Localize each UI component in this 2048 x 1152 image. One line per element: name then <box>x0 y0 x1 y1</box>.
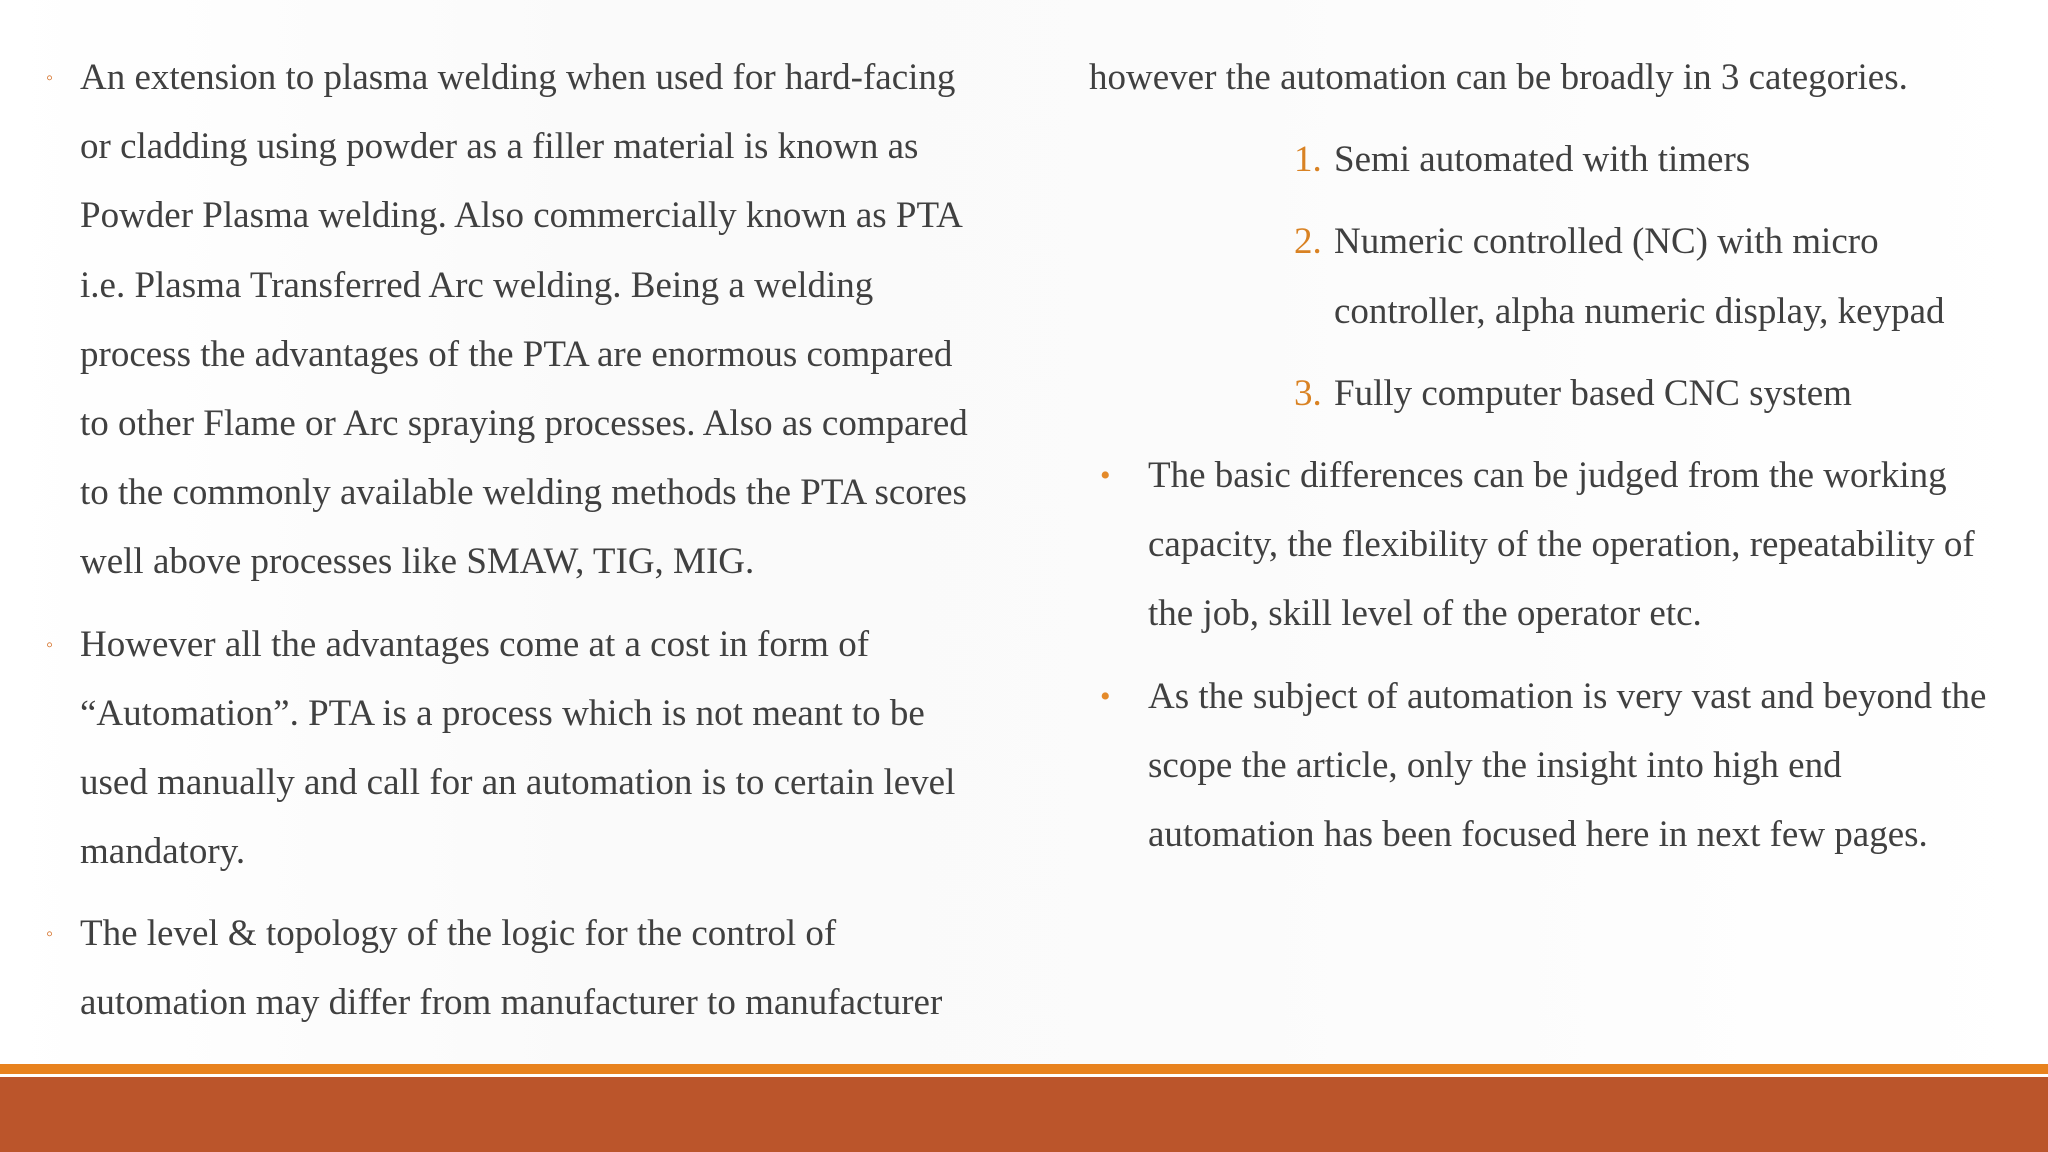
paragraph-line <box>46 119 1026 188</box>
paragraph-line <box>46 534 1026 603</box>
right-column <box>1086 50 2046 889</box>
line-text: controller, alpha numeric display, keypad <box>1334 290 1945 332</box>
line-text: process the advantages of the PTA are enormous compared <box>80 333 953 375</box>
paragraph-line <box>46 617 1026 686</box>
numbered-item-1 <box>1086 132 2046 201</box>
line-text: to other Flame or Arc spraying processes. Also as compared <box>80 402 968 444</box>
line-text: The basic differences can be judged from the working <box>1148 454 1947 496</box>
line-text: to the commonly available welding methods the PTA scores <box>80 472 967 514</box>
line-text: however the automation can be broadly in 3 categories. <box>1089 57 1908 98</box>
right-paragraph-1 <box>1086 448 2046 656</box>
paragraph-line <box>1086 669 2046 738</box>
line-text: The level & topology of the logic for the control of <box>80 913 837 955</box>
footer-bar <box>0 1077 2048 1152</box>
line-text: “Automation”. PTA is a process which is not meant to be <box>80 692 925 734</box>
hollow-bullet-icon: ◦ <box>46 923 54 946</box>
left-paragraph-2 <box>46 617 1026 894</box>
paragraph-line <box>1086 50 2046 119</box>
line-text: An extension to plasma welding when used for hard-facing <box>80 57 956 98</box>
item-number: 1. <box>1294 139 1322 181</box>
paragraph-line <box>46 188 1026 257</box>
line-text: Fully computer based CNC system <box>1334 372 1852 414</box>
left-column <box>46 50 1026 1058</box>
left-paragraph-3 <box>46 906 1026 1044</box>
paragraph-line <box>1086 448 2046 517</box>
line-text: i.e. Plasma Transferred Arc welding. Being a welding <box>80 264 874 306</box>
paragraph-line <box>1086 807 2046 876</box>
bullet-icon: • <box>1100 458 1111 492</box>
paragraph-line <box>46 906 1026 975</box>
paragraph-line <box>46 50 1026 119</box>
paragraph-line <box>1086 586 2046 655</box>
line-text: Semi automated with timers <box>1334 139 1751 181</box>
line-text: mandatory. <box>80 831 246 873</box>
item-number: 2. <box>1294 221 1322 263</box>
line-text: As the subject of automation is very vast and beyond the <box>1148 675 1987 717</box>
line-text: automation may differ from manufacturer to manufacturer <box>80 982 943 1024</box>
paragraph-line <box>46 258 1026 327</box>
paragraph-line <box>1086 517 2046 586</box>
line-text: automation has been focused here in next few pages. <box>1148 813 1928 855</box>
line-text: used manually and call for an automation is to certain level <box>80 761 956 803</box>
hollow-bullet-icon: ◦ <box>46 633 54 656</box>
numbered-line <box>1086 214 2046 283</box>
paragraph-line <box>46 975 1026 1044</box>
paragraph-line <box>46 465 1026 534</box>
numbered-line <box>1086 366 2046 435</box>
paragraph-line <box>46 755 1026 824</box>
paragraph-line <box>1086 738 2046 807</box>
paragraph-line <box>46 396 1026 465</box>
line-text: However all the advantages come at a cost in form of <box>80 623 870 665</box>
footer-accent-bar <box>0 1064 2048 1074</box>
hollow-bullet-icon: ◦ <box>46 67 54 89</box>
right-continuation <box>1086 50 2046 119</box>
bullet-icon: • <box>1100 679 1111 713</box>
line-text: capacity, the flexibility of the operation, repeatability of <box>1148 524 1975 566</box>
paragraph-line <box>46 824 1026 893</box>
numbered-item-3 <box>1086 366 2046 435</box>
line-text: well above processes like SMAW, TIG, MIG. <box>80 541 755 583</box>
line-text: the job, skill level of the operator etc. <box>1148 593 1702 635</box>
numbered-item-2 <box>1086 214 2046 352</box>
left-paragraph-1 <box>46 50 1026 604</box>
line-text: or cladding using powder as a filler material is known as <box>80 126 919 168</box>
right-paragraph-2 <box>1086 669 2046 877</box>
paragraph-line <box>46 327 1026 396</box>
numbered-line <box>1086 284 2046 353</box>
line-text: scope the article, only the insight into high end <box>1148 744 1842 786</box>
line-text: Numeric controlled (NC) with micro <box>1334 221 1879 263</box>
paragraph-line <box>46 686 1026 755</box>
numbered-line <box>1086 132 2046 201</box>
line-text: Powder Plasma welding. Also commercially known as PTA <box>80 195 963 237</box>
item-number: 3. <box>1294 372 1322 414</box>
